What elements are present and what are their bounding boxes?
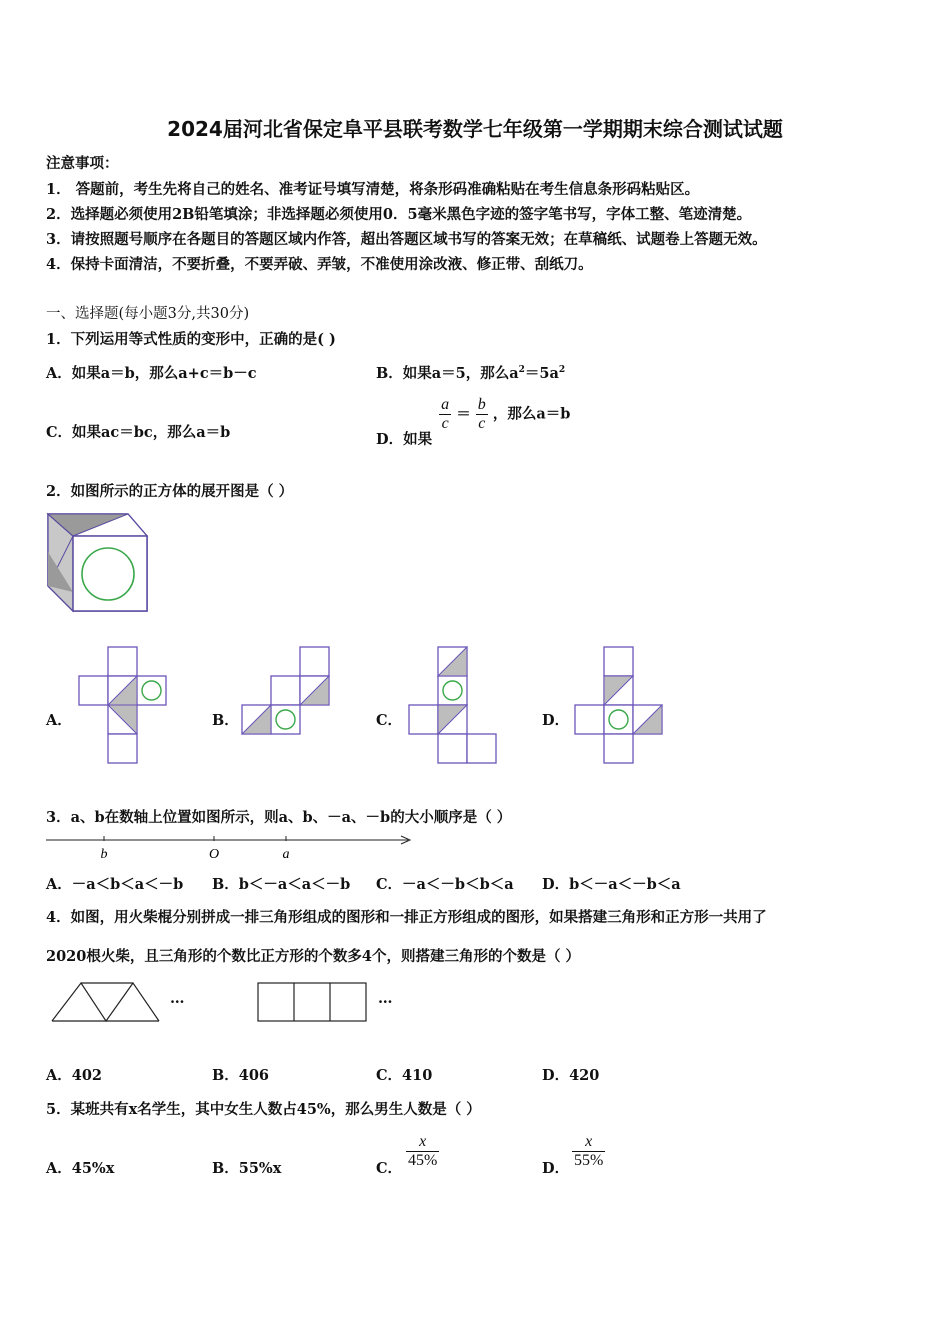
q5-d-num: x xyxy=(585,1133,593,1150)
q2-stem: 2．如图所示的正方体的展开图是（ ） xyxy=(46,483,294,500)
notice-heading: 注意事项： xyxy=(46,155,119,172)
q1-d-frac-b xyxy=(476,396,488,433)
section-heading: 一、选择题(每小题3分,共30分) xyxy=(46,306,250,322)
net-d-cell-5 xyxy=(604,734,633,763)
net-c-cell-4 xyxy=(438,734,467,763)
net-a-cell-1 xyxy=(79,676,108,705)
q5-d-den: 55% xyxy=(574,1152,604,1169)
q2-label-c: C． xyxy=(376,712,403,729)
q5-option-c-frac xyxy=(406,1133,439,1170)
q4-option-a: A．402 xyxy=(46,1067,103,1084)
q2-label-a: A． xyxy=(46,712,72,729)
q1-d-pre: D．如果 xyxy=(376,430,433,448)
number-line xyxy=(46,832,416,862)
net-c-cell-5 xyxy=(467,734,496,763)
q2-label-d: D． xyxy=(542,712,570,729)
notice-item-3: 3．请按照题号顺序在各题目的答题区域内作答，超出答题区域书写的答案无效；在草稿纸、试题卷上答题无效。 xyxy=(46,231,767,248)
label-o: O xyxy=(208,847,220,862)
net-a-cell-5 xyxy=(108,734,137,763)
net-b-cell-1 xyxy=(271,676,300,705)
net-b-cell-0 xyxy=(300,647,329,676)
q1-stem: 1．下列运用等式性质的变形中，正确的是( ) xyxy=(46,331,336,348)
page-title: 2024届河北省保定阜平县联考数学七年级第一学期期末综合测试试题 xyxy=(167,117,783,141)
q5-stem: 5．某班共有x名学生，其中女生人数占45%，那么男生人数是（ ） xyxy=(46,1101,481,1118)
triangle-zigzag xyxy=(52,983,159,1021)
q5-option-a: A．45%x xyxy=(46,1160,115,1177)
net-a-cell-0 xyxy=(108,647,137,676)
square-dots: … xyxy=(378,990,393,1007)
label-a: a xyxy=(282,847,290,862)
net-b xyxy=(241,646,331,764)
q1-option-d xyxy=(376,396,571,448)
q1-option-c: C．如果ac＝bc，那么a＝b xyxy=(46,424,231,441)
net-c-cell-2 xyxy=(409,705,438,734)
q3-option-a: A．－a＜b＜a＜－b xyxy=(46,876,184,893)
q4-option-d: D．420 xyxy=(542,1067,600,1084)
q1-b-sup1: 2 xyxy=(518,365,525,376)
q5-c-den: 45% xyxy=(408,1152,438,1169)
q4-option-c: C．410 xyxy=(376,1067,433,1084)
net-d-cell-2 xyxy=(575,705,604,734)
q1-b-pre: B．如果a＝5，那么a xyxy=(376,365,519,382)
q5-option-c-label: C． xyxy=(376,1160,403,1177)
q1-d-frac-a xyxy=(439,396,451,433)
q1-d-post: ，那么a＝b xyxy=(492,405,571,423)
q1-d-num-b: b xyxy=(477,396,486,413)
squares-outline xyxy=(258,983,366,1021)
triangle-dots: … xyxy=(170,990,185,1007)
q4-stem-line2: 2020根火柴，且三角形的个数比正方形的个数多4个，则搭建三角形的个数是（ ） xyxy=(46,948,580,965)
q1-d-den-a: c xyxy=(439,414,451,433)
net-d xyxy=(574,646,664,764)
q1-d-num-a: a xyxy=(441,396,450,413)
q1-option-b xyxy=(376,362,565,383)
notice-item-4: 4．保持卡面清洁，不要折叠，不要弄破、弄皱，不准使用涂改液、修正带、刮纸刀。 xyxy=(46,256,593,273)
net-c xyxy=(408,646,498,764)
q4-option-b: B．406 xyxy=(212,1067,270,1084)
net-d-cell-0 xyxy=(604,647,633,676)
q5-option-d-frac xyxy=(572,1133,605,1170)
notice-item-1: 1． 答题前，考生先将自己的姓名、准考证号填写清楚，将条形码准确粘贴在考生信息条形码粘贴区。 xyxy=(46,181,700,198)
q3-stem: 3．a、b在数轴上位置如图所示，则a、b、－a、－b的大小顺序是（ ） xyxy=(46,809,512,826)
q4-stem-line1: 4．如图，用火柴棍分别拼成一排三角形组成的图形和一排正方形组成的图形，如果搭建三角形和正方形一共用了 xyxy=(46,909,767,926)
cube-figure xyxy=(46,512,150,614)
notice-item-2: 2．选择题必须使用2B铅笔填涂；非选择题必须使用0．5毫米黑色字迹的签字笔书写，字体工整、笔迹清楚。 xyxy=(46,206,752,223)
q1-b-sup2: 2 xyxy=(558,365,566,376)
q3-option-c: C．－a＜－b＜b＜a xyxy=(376,876,514,893)
q5-option-d-label: D． xyxy=(542,1160,570,1177)
q5-c-num: x xyxy=(419,1133,427,1150)
q2-label-b: B． xyxy=(212,712,239,729)
label-b: b xyxy=(100,847,108,862)
q3-option-d: D．b＜－a＜－b＜a xyxy=(542,876,681,893)
q3-option-b: B．b＜－a＜a＜－b xyxy=(212,876,351,893)
q1-option-a: A．如果a＝b，那么a+c＝b－c xyxy=(46,365,257,382)
square-figure xyxy=(257,982,369,1024)
q1-d-eq: ＝ xyxy=(456,405,471,423)
net-a xyxy=(78,646,168,764)
q1-b-mid: ＝5a xyxy=(524,365,559,382)
q5-option-b: B．55%x xyxy=(212,1160,282,1177)
q1-d-den-b: c xyxy=(476,414,488,433)
